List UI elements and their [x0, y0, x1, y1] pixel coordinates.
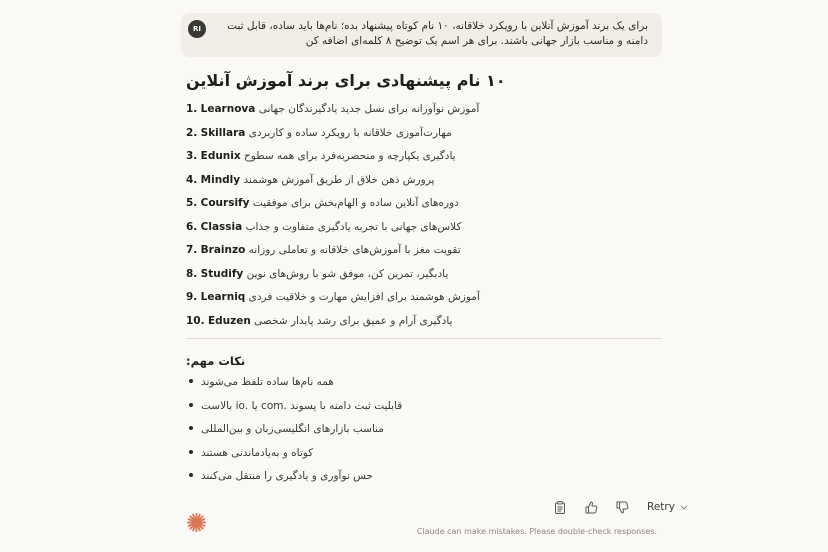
item-number: 10.	[186, 314, 205, 327]
name-list	[186, 98, 662, 333]
name-list-item	[186, 192, 662, 216]
bullet-icon	[189, 403, 193, 407]
user-message	[181, 13, 662, 57]
note-item	[186, 371, 662, 395]
claude-logo-icon	[186, 512, 207, 533]
brand-description: یادگیری یکپارچه و منحصربه‌فرد برای همه سطوح	[244, 150, 456, 162]
brand-description: آموزش هوشمند برای افزایش مهارت و خلاقیت فردی	[248, 291, 480, 303]
brand-name: Learniq	[200, 291, 246, 303]
note-text: مناسب بازارهای انگلیسی‌زبان و بین‌المللی	[201, 423, 384, 435]
notes-list	[186, 371, 662, 489]
retry-button[interactable]	[647, 501, 688, 513]
brand-description: کلاس‌های جهانی با تجربه یادگیری متفاوت و جذاب	[245, 220, 462, 233]
brand-name: Classia	[200, 220, 243, 233]
item-number: 6.	[186, 220, 198, 233]
note-item	[186, 418, 662, 442]
name-list-item	[186, 98, 662, 122]
note-item	[186, 442, 662, 466]
item-number: 8.	[186, 267, 198, 280]
brand-description: پرورش ذهن خلاق از طریق آموزش هوشمند	[243, 173, 435, 186]
brand-name: Mindly	[200, 173, 241, 186]
name-list-item	[186, 122, 662, 146]
brand-description: مهارت‌آموزی خلاقانه با رویکرد ساده و کاربردی	[248, 126, 452, 139]
brand-name: Skillara	[200, 126, 246, 139]
note-text: حس نوآوری و یادگیری را منتقل می‌کنند	[201, 470, 374, 482]
user-message-text: برای یک برند آموزش آنلاین با رویکرد خلاقانه، ۱۰ نام کوتاه پیشنهاد بده؛ نام‌ها باید ساده، قابل ثبت دامنه و مناسب بازار جهانی باشند. برای هر اسم یک توضیح ۸ کلمه‌ای اضافه کن	[227, 20, 648, 47]
clipboard-icon	[554, 501, 566, 514]
bullet-icon	[189, 450, 193, 454]
brand-description: تقویت مغز با آموزش‌های خلاقانه و تعاملی روزانه	[248, 244, 461, 256]
brand-description: یادبگیر، تمرین کن، موفق شو با روش‌های نوین	[246, 267, 449, 280]
brand-name: Learnova	[200, 103, 256, 115]
brand-name: Eduzen	[207, 314, 251, 327]
brand-name: Studify	[200, 267, 244, 280]
divider	[186, 338, 662, 339]
thumbs-up-icon	[585, 501, 598, 514]
note-item	[186, 465, 662, 489]
notes-section	[186, 351, 662, 489]
name-list-item	[186, 310, 662, 334]
chevron-down-icon	[680, 505, 688, 510]
thumbs-down-icon	[616, 501, 629, 514]
bullet-icon	[189, 379, 193, 383]
item-number: 3.	[186, 150, 198, 162]
name-list-item	[186, 216, 662, 240]
retry-label: Retry	[647, 501, 675, 513]
disclaimer: Claude can make mistakes. Please double-check responses.	[416, 527, 657, 536]
item-number: 4.	[186, 173, 198, 186]
bullet-icon	[189, 473, 193, 477]
response-title: ۱۰ نام پیشنهادی برای برند آموزش آنلاین	[186, 71, 506, 90]
brand-description: آموزش نوآورانه برای نسل جدید یادگیرندگان جهانی	[258, 103, 480, 115]
brand-name: Brainzo	[200, 244, 246, 256]
thumbs-up-button[interactable]	[581, 497, 601, 517]
notes-title: نکات مهم:	[186, 354, 246, 368]
name-list-item	[186, 286, 662, 310]
note-text: کوتاه و به‌یادماندنی هستند	[201, 446, 314, 459]
name-list-item	[186, 263, 662, 287]
brand-name: Edunix	[200, 150, 241, 162]
item-number: 7.	[186, 244, 198, 256]
assistant-response	[186, 68, 662, 333]
name-list-item	[186, 169, 662, 193]
item-number: 1.	[186, 103, 198, 115]
brand-description: دوره‌های آنلاین ساده و الهام‌بخش برای موفقیت	[252, 197, 459, 209]
user-avatar: RI	[188, 20, 206, 38]
item-number: 5.	[186, 197, 198, 209]
copy-button[interactable]	[550, 497, 570, 517]
message-actions	[550, 497, 688, 517]
bullet-icon	[189, 426, 193, 430]
thumbs-down-button[interactable]	[612, 497, 632, 517]
name-list-item	[186, 239, 662, 263]
item-number: 2.	[186, 126, 198, 139]
note-item	[186, 395, 662, 419]
brand-description: یادگیری آرام و عمیق برای رشد پایدار شخصی	[254, 314, 453, 327]
note-text: قابلیت ثبت دامنه با پسوند .com یا .io بالاست	[201, 399, 403, 412]
item-number: 9.	[186, 291, 198, 303]
name-list-item	[186, 145, 662, 169]
brand-name: Coursify	[200, 197, 250, 209]
note-text: همه نام‌ها ساده تلفظ می‌شوند	[201, 376, 334, 388]
